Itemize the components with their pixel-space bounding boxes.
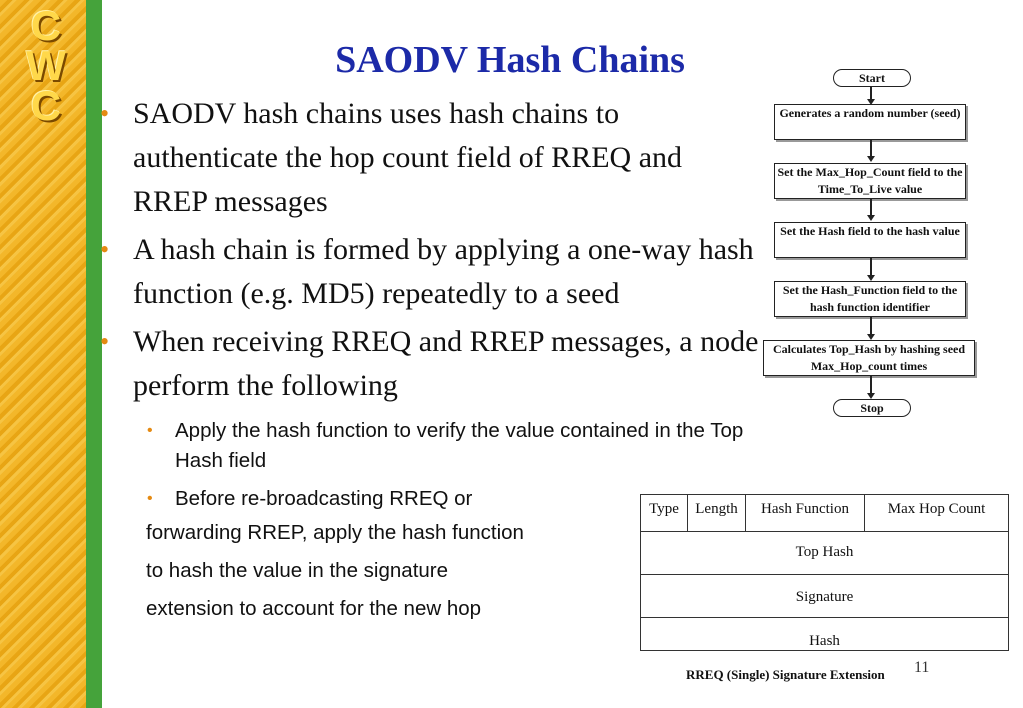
flow-connector <box>870 317 872 335</box>
bullet-marker: • <box>100 99 110 128</box>
header-cell: Max Hop Count <box>887 501 986 517</box>
signature-extension-table <box>640 494 1009 651</box>
bullet-marker: • <box>100 327 110 356</box>
bullet-item <box>100 320 760 408</box>
flowchart-start: Start <box>833 69 911 87</box>
bullet-text: A hash chain is formed by applying a one-way hash function (e.g. MD5) repeatedly to a seed <box>133 233 754 310</box>
flowchart-step: Set the Max_Hop_Count field to the Time_To_Live value <box>774 163 966 199</box>
slide-title: SAODV Hash Chains <box>335 39 685 81</box>
logo-letter: C <box>30 82 62 129</box>
flow-connector <box>870 140 872 157</box>
header-cell: Length <box>688 495 746 531</box>
continuation-line: extension to account for the new hop <box>146 597 482 620</box>
logo-letter: W <box>26 42 66 89</box>
continuation-line: to hash the value in the signature <box>146 559 449 582</box>
flowchart-step: Set the Hash field to the hash value <box>774 222 966 258</box>
table-row: Signature <box>641 574 1008 616</box>
continuation-line: forwarding RREP, apply the hash function <box>146 521 524 544</box>
sub-bullet-text: Before re-broadcasting RREQ or <box>175 487 473 510</box>
header-cell: Type <box>641 495 688 531</box>
table-row: Top Hash <box>641 531 1008 573</box>
flowchart-step: Calculates Top_Hash by hashing seed Max_Hop_count times <box>763 340 975 376</box>
flow-connector <box>870 86 872 100</box>
flow-connector <box>870 376 872 394</box>
table-row: Hash <box>641 617 1008 651</box>
bullet-item <box>100 92 760 224</box>
sub-bullet-item <box>100 416 760 476</box>
header-cell: Hash Function <box>746 495 865 531</box>
sub-bullet-text: Apply the hash function to verify the value contained in the Top Hash field <box>175 419 744 472</box>
bullet-text: When receiving RREQ and RREP messages, a node perform the following <box>133 325 759 402</box>
bullet-marker: • <box>147 422 153 439</box>
cwc-logo <box>16 2 76 129</box>
table-header-row <box>641 495 1008 531</box>
flow-arrow-icon <box>867 156 875 162</box>
flow-connector <box>870 199 872 216</box>
flowchart-step: Generates a random number (seed) <box>774 104 966 140</box>
bullet-marker: • <box>147 490 153 507</box>
flow-connector <box>870 258 872 276</box>
flowchart-stop: Stop <box>833 399 911 417</box>
bullet-marker: • <box>100 235 110 264</box>
bullet-item <box>100 228 760 316</box>
table-caption: RREQ (Single) Signature Extension <box>686 667 885 682</box>
page-number: 11 <box>914 659 930 676</box>
bullet-text: SAODV hash chains uses hash chains to authenticate the hop count field of RREQ and RREP messages <box>133 97 683 218</box>
flow-arrow-icon <box>867 215 875 221</box>
logo-letter: C <box>30 2 62 49</box>
flowchart-step: Set the Hash_Function field to the hash function identifier <box>774 281 966 317</box>
